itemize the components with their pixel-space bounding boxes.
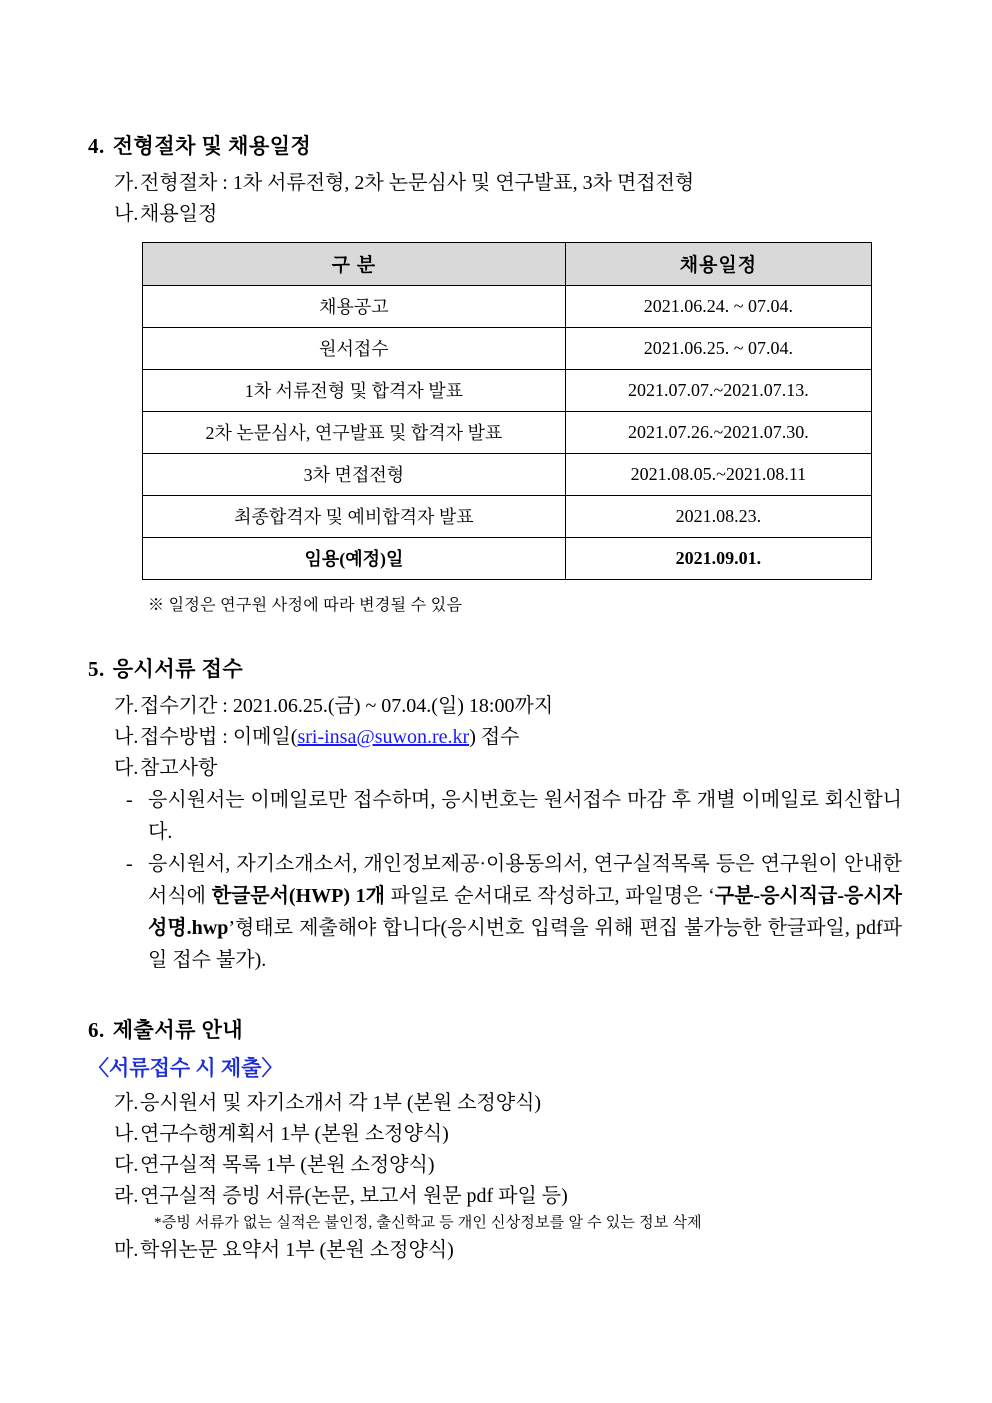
section-6-item-b: [114, 1119, 902, 1150]
item-marker: 라.: [114, 1185, 139, 1207]
item-marker: 나.: [114, 203, 139, 225]
row-value: 2021.06.24. ~ 07.04.: [565, 286, 871, 328]
dash-marker: -: [126, 789, 133, 811]
section-4-title: 전형절차 및 채용일정: [112, 134, 312, 158]
table-row: [143, 412, 872, 454]
row-label: 3차 면접전형: [143, 454, 566, 496]
dash-text: 응시원서는 이메일로만 접수하며, 응시번호는 원서접수 마감 후 개별 이메일로 회신합니다.: [148, 789, 902, 843]
table-row: [143, 328, 872, 370]
item-marker: 가.: [114, 172, 139, 194]
dash-part-1: 응시원서, 자기소개소서, 개인정보제공·이용동의서, 연구실적목록 등은 연구원이 안내한 서식에: [148, 853, 902, 907]
section-6-number: 6.: [88, 1018, 105, 1042]
table-row: [143, 286, 872, 328]
section-5: [88, 653, 902, 976]
section-4-item-a: [114, 168, 902, 199]
table-header-category: 구 분: [143, 243, 566, 286]
item-text-email: [140, 722, 902, 753]
section-5-dash-1: [126, 784, 902, 848]
section-6: [88, 1014, 902, 1266]
section-5-number: 5.: [88, 657, 105, 681]
section-6-item-d: [114, 1181, 902, 1212]
row-label: 1차 서류전형 및 합격자 발표: [143, 370, 566, 412]
section-4-heading: [88, 130, 902, 160]
section-4-number: 4.: [88, 134, 105, 158]
section-6-subheading: 〈서류접수 시 제출〉: [88, 1056, 283, 1080]
row-value: 2021.07.26.~2021.07.30.: [565, 412, 871, 454]
email-suffix: ) 접수: [469, 726, 520, 748]
table-row: [143, 496, 872, 538]
section-6-item-c: [114, 1150, 902, 1181]
section-6-item-a: [114, 1088, 902, 1119]
item-text: 연구실적 증빙 서류(논문, 보고서 원문 pdf 파일 등): [140, 1185, 568, 1207]
email-link[interactable]: sri-insa@suwon.re.kr: [297, 726, 470, 748]
dash-part-3: ’형태로 제출해야 합니다(응시번호 입력을 위해 편집 불가능한 한글파일, pdf파일 접수 불가).: [148, 917, 902, 971]
item-text: 연구실적 목록 1부 (본원 소정양식): [140, 1154, 435, 1176]
dash-part-2: 파일로 순서대로 작성하고, 파일명은 ‘: [385, 885, 715, 907]
item-marker: 가.: [114, 695, 139, 717]
section-5-item-c: [114, 753, 902, 784]
section-5-heading: [88, 653, 902, 683]
section-4: [88, 130, 902, 615]
item-text: 참고사항: [140, 757, 218, 779]
row-label: 채용공고: [143, 286, 566, 328]
dash-marker: -: [126, 853, 133, 875]
table-row: [143, 370, 872, 412]
section-6-heading: [88, 1014, 902, 1044]
table-row: [143, 454, 872, 496]
item-text: 연구수행계획서 1부 (본원 소정양식): [140, 1123, 449, 1145]
section-4-item-b: [114, 199, 902, 230]
dash-strong-1: 한글문서(HWP) 1개: [211, 885, 385, 907]
row-value: 2021.07.07.~2021.07.13.: [565, 370, 871, 412]
row-value: 2021.09.01.: [565, 538, 871, 580]
row-label: 2차 논문심사, 연구발표 및 합격자 발표: [143, 412, 566, 454]
item-marker: 다.: [114, 1154, 139, 1176]
section-6-item-e: [114, 1235, 902, 1266]
item-text: 학위논문 요약서 1부 (본원 소정양식): [140, 1238, 454, 1261]
row-value: 2021.06.25. ~ 07.04.: [565, 328, 871, 370]
table-header-schedule: 채용일정: [565, 243, 871, 286]
schedule-note: ※ 일정은 연구원 사정에 따라 변경될 수 있음: [148, 597, 463, 614]
item-marker: 나.: [114, 726, 139, 748]
item-marker: 마.: [114, 1238, 139, 1261]
item-marker: 가.: [114, 1092, 139, 1114]
table-header-row: [143, 243, 872, 286]
item-marker: 다.: [114, 757, 139, 779]
item-text: 접수기간 : 2021.06.25.(금) ~ 07.04.(일) 18:00까지: [140, 695, 554, 717]
section-5-item-b: [114, 722, 902, 753]
row-value: 2021.08.23.: [565, 496, 871, 538]
section-5-dash-2: [126, 848, 902, 976]
row-label: 최종합격자 및 예비합격자 발표: [143, 496, 566, 538]
row-label: 임용(예정)일: [143, 538, 566, 580]
dash-strong-2: 구분-응시직급-응시자성명.hwp: [148, 885, 902, 939]
row-label: 원서접수: [143, 328, 566, 370]
item-marker: 나.: [114, 1123, 139, 1145]
item-text: 응시원서 및 자기소개서 각 1부 (본원 소정양식): [140, 1092, 542, 1114]
item-text: 전형절차 : 1차 서류전형, 2차 논문심사 및 연구발표, 3차 면접전형: [140, 172, 695, 194]
email-prefix: 접수방법 : 이메일(: [140, 726, 298, 748]
recruitment-schedule-table: [142, 242, 872, 580]
section-5-item-a: [114, 691, 902, 722]
section-6-title: 제출서류 안내: [112, 1018, 244, 1042]
row-value: 2021.08.05.~2021.08.11: [565, 454, 871, 496]
section-6-footnote: *증빙 서류가 없는 실적은 불인정, 출신학교 등 개인 신상정보를 알 수 있는 정보 삭제: [154, 1215, 702, 1231]
item-text: 채용일정: [140, 203, 218, 225]
section-5-title: 응시서류 접수: [112, 657, 244, 681]
table-row: [143, 538, 872, 580]
dash-text-rich: [148, 848, 902, 976]
